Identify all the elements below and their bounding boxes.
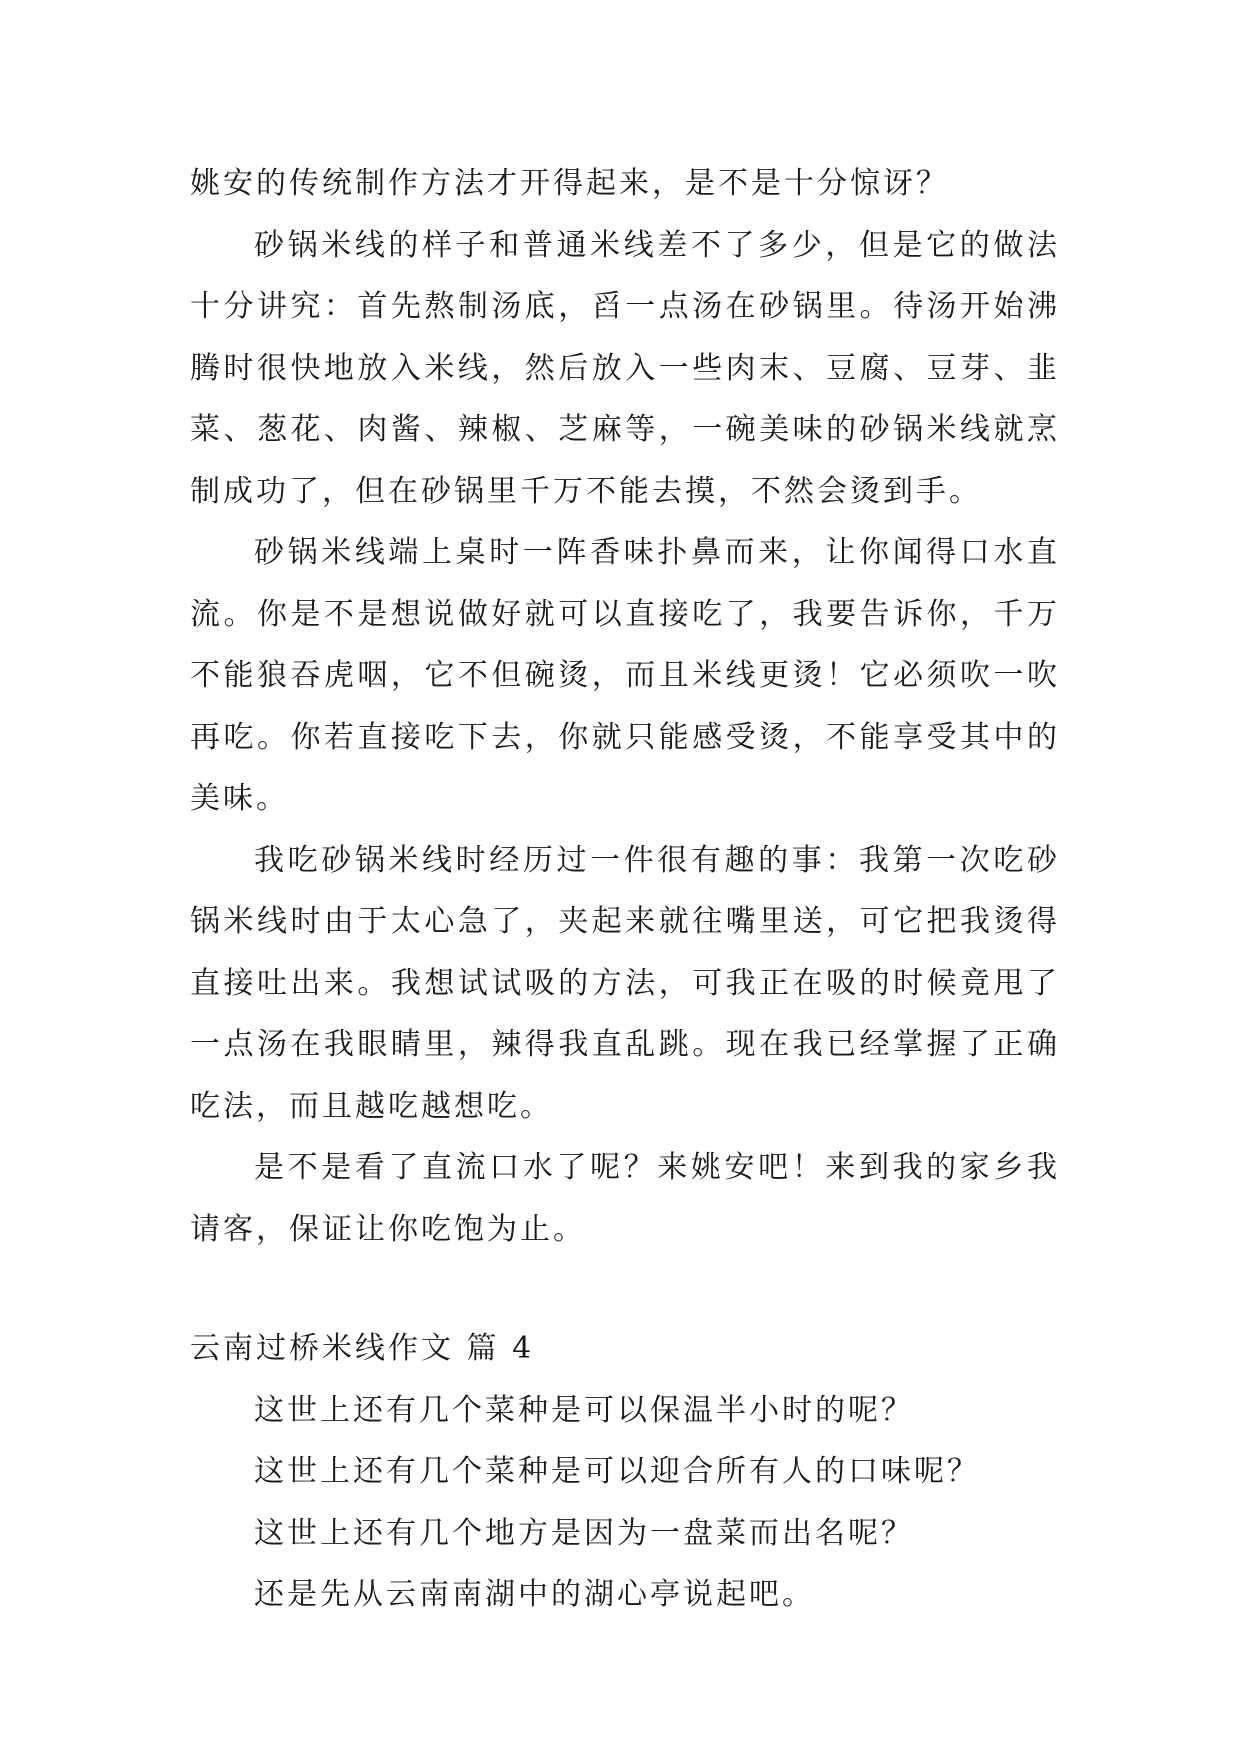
section-line-3: 这世上还有几个地方是因为一盘菜而出名呢？ (254, 1515, 914, 1551)
paragraph-invitation: 是不是看了直流口水了呢？来姚安吧！来到我的家乡我请客，保证让你吃饱为止。 (190, 1150, 1060, 1247)
paragraph-serving: 砂锅米线端上桌时一阵香味扑鼻而来，让你闻得口水直流。你是不是想说做好就可以直接吃了，我要告诉你，千万不能狼吞虎咽，它不但碗烫，而且米线更烫！它必须吹一吹再吃。你若直接吃下去，你就只能感受烫，不能享受其中的美味。 (190, 535, 1060, 816)
section-line-4: 还是先从云南南湖中的湖心亭说起吧。 (254, 1577, 815, 1612)
paragraph-cooking-method: 砂锅米线的样子和普通米线差不了多少，但是它的做法十分讲究：首先熬制汤底，舀一点汤在砂锅里。待汤开始沸腾时很快地放入米线，然后放入一些肉末、豆腐、豆芽、韭菜、葱花、肉酱、辣椒、芝麻等，一碗美味的砂锅米线就烹制成功了，但在砂锅里千万不能去摸，不然会烫到手。 (190, 227, 1060, 509)
paragraph-anecdote: 我吃砂锅米线时经历过一件很有趣的事：我第一次吃砂锅米线时由于太心急了，夹起来就往嘴里送，可它把我烫得直接吐出来。我想试试吸的方法，可我正在吸的时候竟甩了一点汤在我眼睛里，辣得我直乱跳。现在我已经掌握了正确吃法，而且越吃越想吃。 (190, 842, 1060, 1124)
document-page (190, 153, 1060, 1626)
section-line-2: 这世上还有几个菜种是可以迎合所有人的口味呢？ (254, 1454, 980, 1489)
section-heading: 云南过桥米线作文 篇 4 (190, 1331, 535, 1366)
paragraph-continuation: 姚安的传统制作方法才开得起来，是不是十分惊讶？ (190, 166, 949, 201)
section-line-1: 这世上还有几个菜种是可以保温半小时的呢？ (254, 1392, 914, 1428)
